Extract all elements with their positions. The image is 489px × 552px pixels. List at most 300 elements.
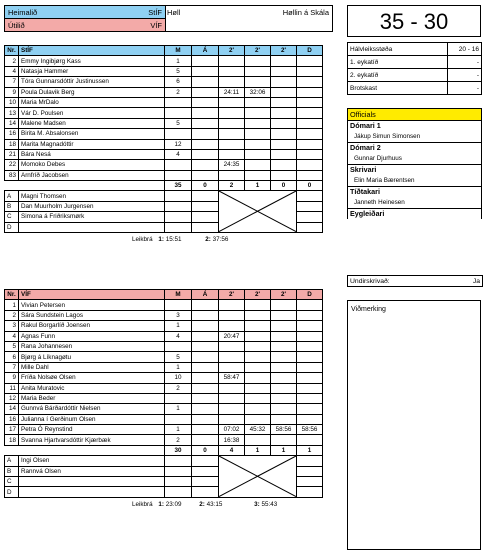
player-susp-1 xyxy=(219,362,245,372)
official-name-row xyxy=(348,197,482,208)
player-name: Svanna Hjartvarsdóttir Kjærbæk xyxy=(19,435,165,445)
player-number: 7 xyxy=(5,362,19,372)
player-number: 2 xyxy=(5,56,19,66)
player-warning xyxy=(192,383,219,393)
home-team-row xyxy=(5,6,165,19)
staff-name xyxy=(19,477,165,487)
official-role: Eygleiðari xyxy=(348,208,482,219)
table-row xyxy=(5,310,323,320)
col-susp-2: 2' xyxy=(245,290,271,300)
player-susp-3 xyxy=(271,341,297,351)
halftime-row xyxy=(348,43,482,56)
player-goals: 5 xyxy=(165,352,192,362)
table-row xyxy=(5,331,323,341)
player-susp-2 xyxy=(245,56,271,66)
player-disq: 58:56 xyxy=(297,425,323,435)
player-susp-1 xyxy=(219,352,245,362)
staff-cell xyxy=(165,222,192,232)
player-goals xyxy=(165,170,192,180)
player-goals xyxy=(165,414,192,424)
player-number: 4 xyxy=(5,331,19,341)
player-susp-3 xyxy=(271,66,297,76)
player-warning xyxy=(192,435,219,445)
player-disq xyxy=(297,87,323,97)
col-nr: Nr. xyxy=(5,46,19,56)
official-name-row xyxy=(348,153,482,164)
player-susp-2 xyxy=(245,393,271,403)
official-name-row xyxy=(348,131,482,142)
halftime-box xyxy=(347,42,482,95)
col-goals: M xyxy=(165,46,192,56)
home-timeout-2-num: 2: xyxy=(205,236,211,244)
player-goals: 1 xyxy=(165,425,192,435)
officials-rows xyxy=(348,109,482,220)
player-disq xyxy=(297,129,323,139)
player-disq xyxy=(297,77,323,87)
player-number: 2 xyxy=(5,310,19,320)
staff-cell xyxy=(297,466,323,476)
staff-letter: B xyxy=(5,201,19,211)
halftime-label: Hálvleiksstøða xyxy=(348,43,448,56)
staff-letter: C xyxy=(5,477,19,487)
official-name: Gunnar Djurhuus xyxy=(348,153,482,164)
staff-name: Dan Muurholm Jurgensen xyxy=(19,201,165,211)
player-name: Tóra Gunnarsdóttir Justinussen xyxy=(19,77,165,87)
player-susp-2 xyxy=(245,352,271,362)
player-name: Rakul Borgarlíð Joensen xyxy=(19,321,165,331)
table-row xyxy=(5,300,323,310)
player-disq xyxy=(297,149,323,159)
away-section xyxy=(4,289,352,508)
player-susp-2 xyxy=(245,341,271,351)
player-susp-3: 58:56 xyxy=(271,425,297,435)
official-name: Jákup Simun Simonsen xyxy=(348,131,482,142)
total-cell: 30 xyxy=(165,445,192,455)
player-disq xyxy=(297,310,323,320)
player-goals: 3 xyxy=(165,310,192,320)
player-warning xyxy=(192,149,219,159)
player-warning xyxy=(192,352,219,362)
staff-cell xyxy=(297,487,323,497)
staff-letter: A xyxy=(5,456,19,466)
staff-cell xyxy=(165,456,192,466)
player-disq xyxy=(297,139,323,149)
player-number: 13 xyxy=(5,108,19,118)
table-row xyxy=(5,404,323,414)
player-name: Emmy Ingibjørg Kass xyxy=(19,56,165,66)
table-row xyxy=(5,149,323,159)
away-team-name: VÍF xyxy=(150,20,162,30)
official-role-row xyxy=(348,164,482,175)
player-disq xyxy=(297,393,323,403)
crossed-out-box xyxy=(219,456,297,498)
col-susp-3: 2' xyxy=(271,290,297,300)
player-warning xyxy=(192,425,219,435)
player-disq xyxy=(297,97,323,107)
player-susp-1 xyxy=(219,108,245,118)
halftime-table xyxy=(347,42,482,95)
player-susp-2 xyxy=(245,129,271,139)
official-name: Janneth Heinesen xyxy=(348,197,482,208)
table-row xyxy=(5,425,323,435)
player-disq xyxy=(297,321,323,331)
away-timeouts xyxy=(132,501,352,508)
venue-box xyxy=(164,5,333,32)
table-row xyxy=(5,321,323,331)
player-goals: 5 xyxy=(165,66,192,76)
player-warning xyxy=(192,87,219,97)
player-warning xyxy=(192,170,219,180)
table-row xyxy=(5,170,323,180)
home-timeout-1-time: 15:51 xyxy=(165,236,182,244)
officials-table xyxy=(347,108,482,219)
home-section xyxy=(4,45,332,243)
player-number: 22 xyxy=(5,160,19,170)
player-susp-3 xyxy=(271,170,297,180)
away-roster-table xyxy=(4,289,323,498)
player-susp-2 xyxy=(245,139,271,149)
home-player-rows xyxy=(5,56,323,233)
official-role-row xyxy=(348,120,482,131)
player-goals xyxy=(165,108,192,118)
crossed-out-box xyxy=(219,191,297,233)
venue-name: Høllin á Skála xyxy=(282,8,329,17)
table-row xyxy=(5,393,323,403)
player-goals xyxy=(165,129,192,139)
staff-cell xyxy=(192,212,219,222)
player-number: 11 xyxy=(5,383,19,393)
player-susp-1 xyxy=(219,310,245,320)
extra-value: - xyxy=(448,56,482,69)
player-goals xyxy=(165,97,192,107)
table-row xyxy=(5,129,323,139)
player-name: Poula Dulavik Berg xyxy=(19,87,165,97)
player-susp-2 xyxy=(245,331,271,341)
away-timeout-3-num: 3: xyxy=(254,500,260,508)
player-name: Malene Madsen xyxy=(19,118,165,128)
player-susp-1: 58:47 xyxy=(219,373,245,383)
venue-label: Høll xyxy=(167,8,181,17)
staff-cell xyxy=(165,212,192,222)
staff-name xyxy=(19,222,165,232)
staff-cell xyxy=(192,191,219,201)
table-row xyxy=(5,139,323,149)
total-cell: 0 xyxy=(271,181,297,191)
player-goals: 6 xyxy=(165,77,192,87)
player-warning xyxy=(192,129,219,139)
player-number: 1 xyxy=(5,300,19,310)
player-warning xyxy=(192,310,219,320)
player-goals: 2 xyxy=(165,87,192,97)
player-name: Mille Dahl xyxy=(19,362,165,372)
player-name: Bára Nesá xyxy=(19,149,165,159)
staff-cell xyxy=(297,456,323,466)
player-disq xyxy=(297,383,323,393)
player-susp-3 xyxy=(271,383,297,393)
player-susp-3 xyxy=(271,435,297,445)
player-warning xyxy=(192,321,219,331)
total-cell: 1 xyxy=(245,445,271,455)
player-susp-2 xyxy=(245,149,271,159)
totals-spacer xyxy=(19,181,165,191)
player-goals xyxy=(165,393,192,403)
player-disq xyxy=(297,108,323,118)
official-role: Tíðtakari xyxy=(348,186,482,197)
player-disq xyxy=(297,352,323,362)
player-disq xyxy=(297,56,323,66)
home-timeout-1-num: 1: xyxy=(158,236,165,244)
col-goals: M xyxy=(165,290,192,300)
away-timeout-label: Leikbrá xyxy=(132,500,153,508)
player-name: Agnas Funn xyxy=(19,331,165,341)
player-goals: 5 xyxy=(165,118,192,128)
signature-row xyxy=(347,275,483,287)
halftime-value: 20 - 16 xyxy=(448,43,482,56)
player-warning xyxy=(192,414,219,424)
away-timeout-2-num: 2: xyxy=(199,500,205,508)
player-susp-2 xyxy=(245,404,271,414)
col-susp-2: 2' xyxy=(245,46,271,56)
total-cell: 0 xyxy=(192,181,219,191)
player-name: Anita Muratovic xyxy=(19,383,165,393)
player-susp-1 xyxy=(219,77,245,87)
table-row xyxy=(5,160,323,170)
player-warning xyxy=(192,404,219,414)
player-disq xyxy=(297,66,323,76)
player-susp-2: 45:32 xyxy=(245,425,271,435)
col-susp-1: 2' xyxy=(219,46,245,56)
remarks-box xyxy=(347,300,481,550)
total-cell: 1 xyxy=(297,445,323,455)
table-row xyxy=(5,435,323,445)
away-label: Útilið xyxy=(8,20,25,30)
total-cell: 2 xyxy=(219,181,245,191)
totals-spacer xyxy=(19,445,165,455)
table-row xyxy=(5,97,323,107)
official-role: Skrivari xyxy=(348,164,482,175)
player-susp-2 xyxy=(245,362,271,372)
player-name: Bjørg á Líknagøtu xyxy=(19,352,165,362)
extra-label: Brotskast xyxy=(348,82,448,95)
halftime-extra-row xyxy=(348,69,482,82)
player-name: Fríða Nolsøe Olsen xyxy=(19,373,165,383)
player-number: 83 xyxy=(5,170,19,180)
home-team-col: StÍF xyxy=(19,46,165,56)
player-susp-1 xyxy=(219,129,245,139)
player-susp-3 xyxy=(271,118,297,128)
away-player-rows xyxy=(5,300,323,497)
player-susp-1 xyxy=(219,139,245,149)
table-row xyxy=(5,108,323,118)
player-number: 16 xyxy=(5,129,19,139)
player-susp-1: 07:02 xyxy=(219,425,245,435)
official-role-row xyxy=(348,208,482,219)
player-disq xyxy=(297,404,323,414)
table-row xyxy=(5,118,323,128)
away-timeout-1-num: 1: xyxy=(158,500,165,508)
staff-cell xyxy=(165,466,192,476)
player-name: Birita M. Absalonsen xyxy=(19,129,165,139)
player-name: Vár D. Poulsen xyxy=(19,108,165,118)
player-susp-2 xyxy=(245,170,271,180)
player-susp-3 xyxy=(271,404,297,414)
extra-value: - xyxy=(448,82,482,95)
total-cell: 1 xyxy=(271,445,297,455)
away-timeout-2-time: 43:15 xyxy=(206,500,223,508)
home-team-name: StÍF xyxy=(148,7,162,17)
player-susp-1 xyxy=(219,56,245,66)
staff-row xyxy=(5,191,323,201)
total-cell: 4 xyxy=(219,445,245,455)
player-warning xyxy=(192,300,219,310)
halftime-extra-row xyxy=(348,82,482,95)
away-timeout-1-time: 23:09 xyxy=(165,500,182,508)
player-goals: 10 xyxy=(165,373,192,383)
total-cell: 1 xyxy=(245,181,271,191)
player-name: Natasja Hammer xyxy=(19,66,165,76)
staff-cell xyxy=(297,477,323,487)
player-susp-3 xyxy=(271,300,297,310)
player-disq xyxy=(297,170,323,180)
player-susp-2 xyxy=(245,435,271,445)
col-nr: Nr. xyxy=(5,290,19,300)
col-warning: Á xyxy=(192,290,219,300)
player-number: 18 xyxy=(5,139,19,149)
player-susp-3 xyxy=(271,393,297,403)
table-row xyxy=(5,352,323,362)
totals-spacer xyxy=(5,445,19,455)
player-susp-3 xyxy=(271,97,297,107)
player-disq xyxy=(297,160,323,170)
staff-cell xyxy=(192,222,219,232)
player-name: Rana Johannesen xyxy=(19,341,165,351)
col-disq: D xyxy=(297,290,323,300)
player-warning xyxy=(192,362,219,372)
official-role-row xyxy=(348,186,482,197)
totals-row xyxy=(5,181,323,191)
player-name: Vivian Petersen xyxy=(19,300,165,310)
table-row xyxy=(5,56,323,66)
player-susp-2 xyxy=(245,373,271,383)
official-name: Elin Maria Bærentsen xyxy=(348,175,482,186)
player-susp-1 xyxy=(219,321,245,331)
player-disq xyxy=(297,414,323,424)
player-goals: 2 xyxy=(165,435,192,445)
home-roster-table xyxy=(4,45,323,233)
player-number: 9 xyxy=(5,373,19,383)
player-number: 6 xyxy=(5,352,19,362)
player-name: Arnfríð Jacobsen xyxy=(19,170,165,180)
player-susp-3 xyxy=(271,129,297,139)
player-name: Maria Beder xyxy=(19,393,165,403)
staff-cell xyxy=(192,487,219,497)
table-row xyxy=(5,362,323,372)
player-disq xyxy=(297,435,323,445)
player-susp-1 xyxy=(219,383,245,393)
player-susp-3 xyxy=(271,362,297,372)
staff-cell xyxy=(192,477,219,487)
player-susp-1 xyxy=(219,393,245,403)
player-number: 14 xyxy=(5,404,19,414)
staff-cell xyxy=(297,222,323,232)
player-susp-2 xyxy=(245,66,271,76)
player-susp-1: 24:11 xyxy=(219,87,245,97)
player-goals xyxy=(165,160,192,170)
player-susp-3 xyxy=(271,160,297,170)
player-name: Maria MrDalo xyxy=(19,97,165,107)
player-susp-2 xyxy=(245,300,271,310)
player-goals: 1 xyxy=(165,321,192,331)
player-disq xyxy=(297,300,323,310)
staff-letter: A xyxy=(5,191,19,201)
player-name: Marita Magnadóttir xyxy=(19,139,165,149)
player-warning xyxy=(192,139,219,149)
player-susp-3 xyxy=(271,56,297,66)
staff-cell xyxy=(165,487,192,497)
staff-letter: B xyxy=(5,466,19,476)
cross-icon xyxy=(219,456,296,497)
player-susp-3 xyxy=(271,373,297,383)
home-label: Heimalið xyxy=(8,7,38,17)
player-number: 10 xyxy=(5,97,19,107)
table-row xyxy=(5,341,323,351)
staff-cell xyxy=(297,212,323,222)
player-name: Gunnvá Bárðardóttir Nielsen xyxy=(19,404,165,414)
official-role-row xyxy=(348,142,482,153)
extra-label: 1. eykatíð xyxy=(348,56,448,69)
table-row xyxy=(5,373,323,383)
away-team-col: VÍF xyxy=(19,290,165,300)
player-susp-1 xyxy=(219,66,245,76)
player-number: 4 xyxy=(5,66,19,76)
player-susp-2: 32:06 xyxy=(245,87,271,97)
player-goals: 1 xyxy=(165,404,192,414)
player-susp-3 xyxy=(271,87,297,97)
player-goals: 1 xyxy=(165,56,192,66)
player-susp-3 xyxy=(271,310,297,320)
away-header-row xyxy=(5,290,323,300)
player-susp-2 xyxy=(245,414,271,424)
player-warning xyxy=(192,373,219,383)
staff-cell xyxy=(192,201,219,211)
table-row xyxy=(5,87,323,97)
player-susp-1: 20:47 xyxy=(219,331,245,341)
player-susp-2 xyxy=(245,383,271,393)
staff-name: Simona á Friðriksmørk xyxy=(19,212,165,222)
player-number: 7 xyxy=(5,77,19,87)
col-susp-1: 2' xyxy=(219,290,245,300)
staff-name: Magni Thomsen xyxy=(19,191,165,201)
totals-spacer xyxy=(5,181,19,191)
player-number: 16 xyxy=(5,414,19,424)
player-disq xyxy=(297,118,323,128)
player-warning xyxy=(192,108,219,118)
player-number: 14 xyxy=(5,118,19,128)
table-row xyxy=(5,77,323,87)
home-header-row xyxy=(5,46,323,56)
player-disq xyxy=(297,373,323,383)
player-susp-3 xyxy=(271,139,297,149)
player-warning xyxy=(192,118,219,128)
player-susp-3 xyxy=(271,321,297,331)
home-timeout-2-time: 37:56 xyxy=(212,236,229,244)
table-row xyxy=(5,383,323,393)
player-name: Julianna í Gerðinum Olsen xyxy=(19,414,165,424)
home-timeout-label: Leikbrá xyxy=(132,236,153,244)
player-susp-1 xyxy=(219,97,245,107)
total-cell: 0 xyxy=(192,445,219,455)
player-warning xyxy=(192,331,219,341)
